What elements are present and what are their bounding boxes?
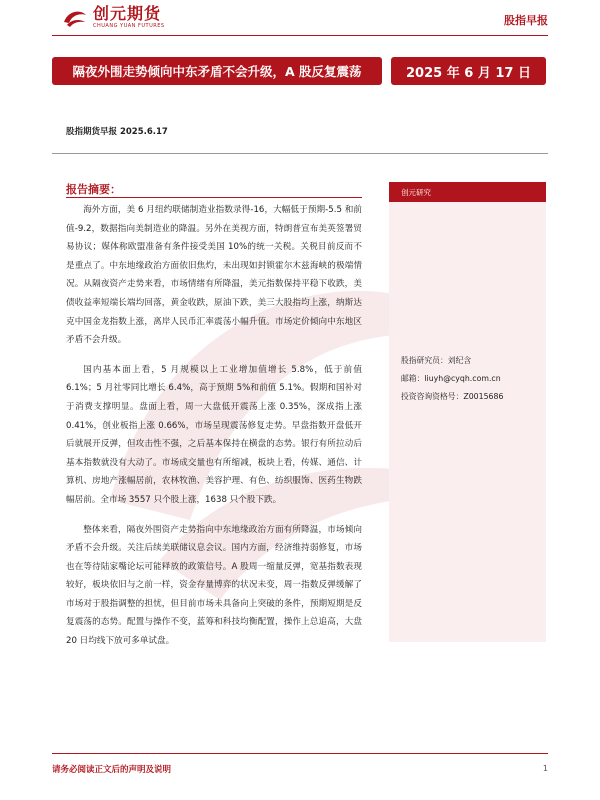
analyst-name: 股指研究员：刘纪含 (401, 356, 472, 365)
company-logo (62, 6, 165, 29)
summary-paragraph: 海外方面，美 6 月纽约联储制造业指数录得-16，大幅低于预期-5.5 和前值-9.2，数据指向美制造业的降温。另外在美视方面，特朗普宣布美英签署贸易协议；媒体称欧盟准备有条件接受美国 10%的统一关税。关税目前反而不是重点了。中东地缘政治方面依旧焦灼，未出现如封锁霍尔木兹海峡的极端情况。从隔夜资产走势来看，市场情绪有所降温，美元指数保持平稳下收跌，美债收益率短端长端均回落，黄金收跌，原油下跌，美三大股指均上涨，纳斯达克中国金龙指数上涨，离岸人民币汇率震荡小幅升值。市场定价倾向中东地区矛盾不会升级。 (66, 205, 362, 346)
report-type-label: 股指早报 (504, 14, 548, 27)
analyst-license: 投资咨询资格号：Z0015686 (401, 392, 504, 401)
summary-body (66, 201, 362, 662)
summary-heading: 报告摘要： (66, 183, 121, 196)
summary-underline (66, 197, 362, 198)
logo-name-en: CHUANG YUAN FUTURES (93, 23, 165, 29)
logo-emblem-icon (62, 7, 88, 29)
header-divider (52, 35, 548, 36)
summary-paragraph: 国内基本面上看，5 月规模以上工业增加值增长 5.8%，低于前值 6.1%；5 月社零同比增长 6.4%，高于预期 5%和前值 5.1%。假期和国补对于消费支撑明显。盘面上看，周一大盘低开震荡上涨 0.35%，深成指上涨 0.41%，创业板指上涨 0.66%，市场呈现震荡修复走势。早盘指数开盘低开后就展开反弹，但攻击性不强，之后基本保持在横盘的态势。银行有所拉动后基本指数就没有大动了。市场成交量也有所缩减，板块上看，传媒、通信、计算机、房地产涨幅居前，农林牧渔、美容护理、有色、纺织服饰、医药生物跌幅居前。全市场 3557 只个股上涨，1638 只个股下跌。 (66, 364, 362, 505)
sidebar-panel (389, 202, 546, 642)
subtitle-divider (52, 153, 548, 154)
analyst-email: 邮箱：liuyh@cyqh.com.cn (401, 374, 501, 383)
page-number: 1 (542, 764, 548, 773)
report-title-banner: 隔夜外围走势倾向中东矛盾不会升级，A 股反复震荡 (52, 57, 382, 85)
footer-divider (52, 753, 548, 754)
disclaimer-note: 请务必阅读正文后的声明及说明 (52, 765, 172, 775)
sidebar-heading: 创元研究 (389, 182, 546, 202)
logo-name-cn: 创元期货 (93, 4, 162, 23)
summary-paragraph: 整体来看，隔夜外围资产走势指向中东地缘政治方面有所降温，市场倾向矛盾不会升级。关注后续美联储议息会议。国内方面，经济维持弱修复，市场也在等待陆家嘴论坛可能释放的政策信号。A 股周一缩量反弹，宽基指数表现较好，板块依旧与之前一样，资金存量博弈的状况未变，周一指数反弹缓解了市场对于股指调整的担忧，但目前市场未具备向上突破的条件，预期短期是反复震荡的态势。配置与操作不变，蓝筹和科技均衡配置，操作上总追高，大盘 20 日均线下放可多单试盘。 (66, 524, 362, 647)
report-subtitle: 股指期货早报 2025.6.17 (66, 127, 168, 137)
analyst-sidebar (389, 182, 546, 642)
report-date-banner: 2025 年 6 月 17 日 (391, 57, 546, 85)
page-header (0, 0, 600, 40)
